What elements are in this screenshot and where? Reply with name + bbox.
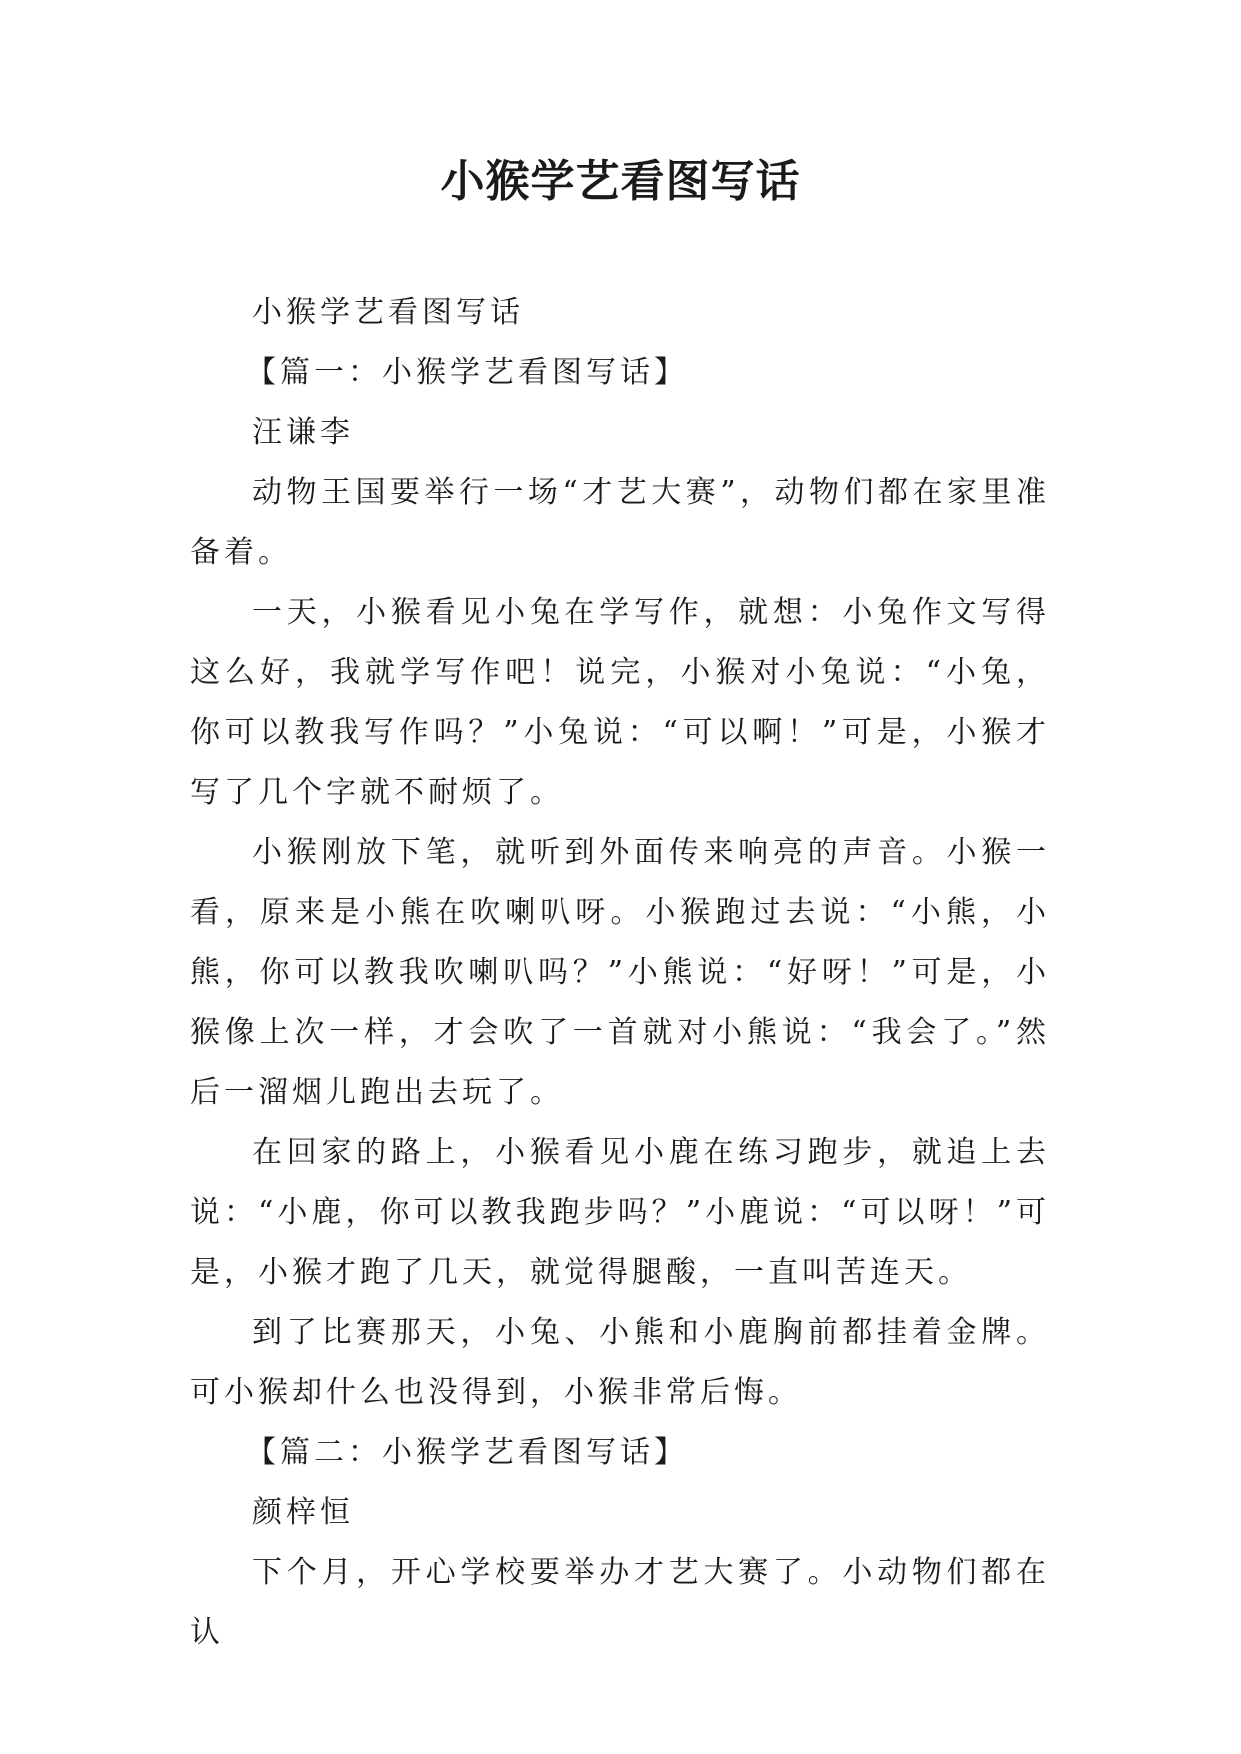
paragraph: 下个月，开心学校要举办才艺大赛了。小动物们都在认 <box>190 1555 1050 1650</box>
paragraph: 小猴刚放下笔，就听到外面传来响亮的声音。小猴一看，原来是小熊在吹喇叭呀。小猴跑过去说：“小熊，小熊，你可以教我吹喇叭吗？”小熊说：“好呀！”可是，小猴像上次一样，才会吹了一首就对小熊说：“我会了。”然后一溜烟儿跑出去玩了。 <box>190 835 1050 1110</box>
paragraph-heading: 小猴学艺看图写话 <box>252 295 524 330</box>
paragraph: 到了比赛那天，小兔、小熊和小鹿胸前都挂着金牌。可小猴却什么也没得到，小猴非常后悔。 <box>190 1315 1050 1410</box>
author-name-1: 汪谦李 <box>252 415 354 450</box>
paragraph: 一天，小猴看见小兔在学写作，就想：小兔作文写得这么好，我就学写作吧！说完，小猴对小兔说：“小兔，你可以教我写作吗？”小兔说：“可以啊！”可是，小猴才写了几个字就不耐烦了。 <box>190 595 1050 810</box>
section-heading-2: 【篇二：小猴学艺看图写话】 <box>246 1435 688 1470</box>
section-heading-1: 【篇一：小猴学艺看图写话】 <box>246 355 688 390</box>
document-body <box>190 283 1050 1663</box>
paragraph: 在回家的路上，小猴看见小鹿在练习跑步，就追上去说：“小鹿，你可以教我跑步吗？”小鹿说：“可以呀！”可是，小猴才跑了几天，就觉得腿酸，一直叫苦连天。 <box>190 1135 1050 1290</box>
author-name-2: 颜梓恒 <box>252 1495 354 1530</box>
document-title: 小猴学艺看图写话 <box>440 156 801 207</box>
paragraph: 动物王国要举行一场“才艺大赛”，动物们都在家里准备着。 <box>190 475 1050 570</box>
